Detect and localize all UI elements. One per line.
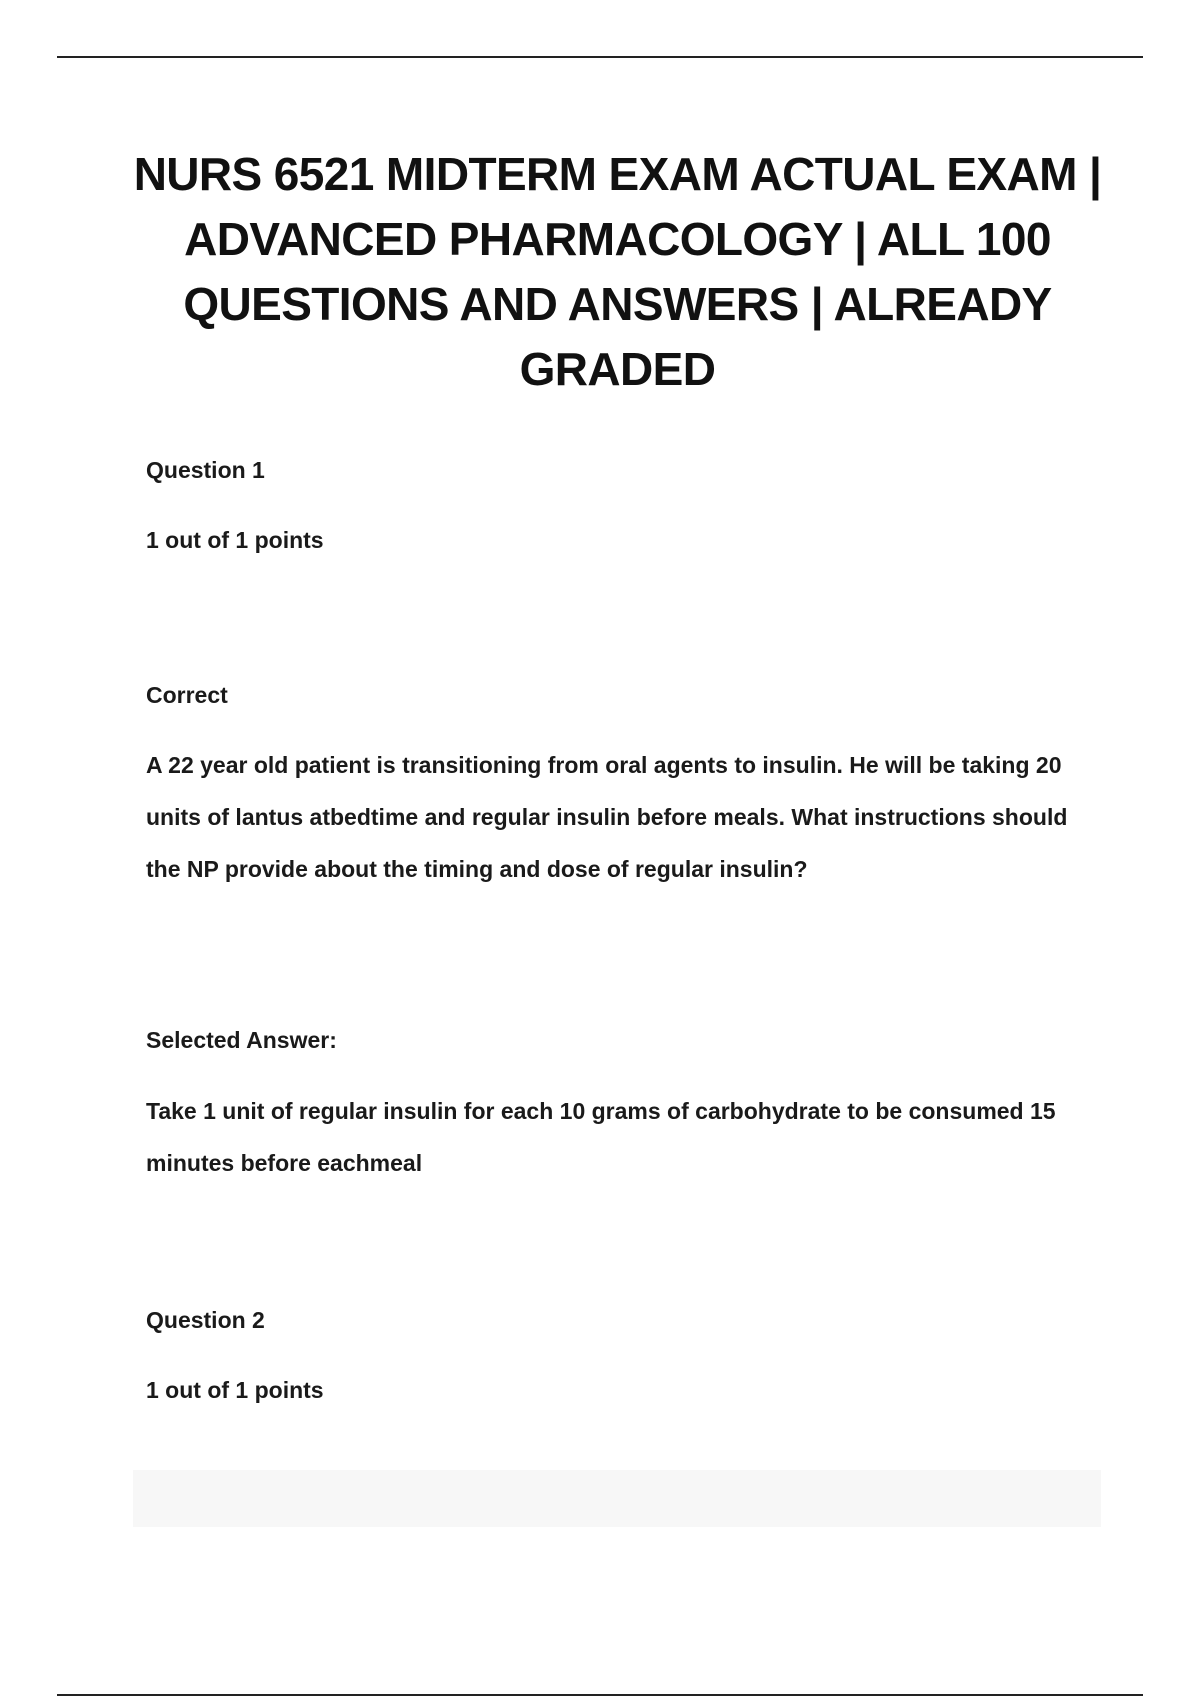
question-1-label: Question 1 (146, 457, 265, 483)
question-1-status: Correct (146, 682, 228, 708)
bottom-rule (57, 1694, 1143, 1696)
selected-answer-text: Take 1 unit of regular insulin for each 10 grams of carbohydrate to be consumed 15 minutes before eachmeal (146, 1098, 1056, 1176)
answer-box-placeholder (133, 1470, 1101, 1527)
document-title: NURS 6521 MIDTERM EXAM ACTUAL EXAM | ADVANCED PHARMACOLOGY | ALL 100 QUESTIONS AND ANSWERS | ALREADY GRADED (133, 148, 1102, 395)
question-1-text: A 22 year old patient is transitioning from oral agents to insulin. He will be taking 20 units of lantus atbedtime and regular insulin before meals. What instructions should the NP provide about the timing and dose of regular insulin? (146, 752, 1068, 882)
question-1-points: 1 out of 1 points (146, 527, 324, 553)
question-2-points: 1 out of 1 points (146, 1377, 324, 1403)
selected-answer-label: Selected Answer: (146, 1027, 337, 1053)
question-2-label: Question 2 (146, 1307, 265, 1333)
top-rule (57, 56, 1143, 58)
